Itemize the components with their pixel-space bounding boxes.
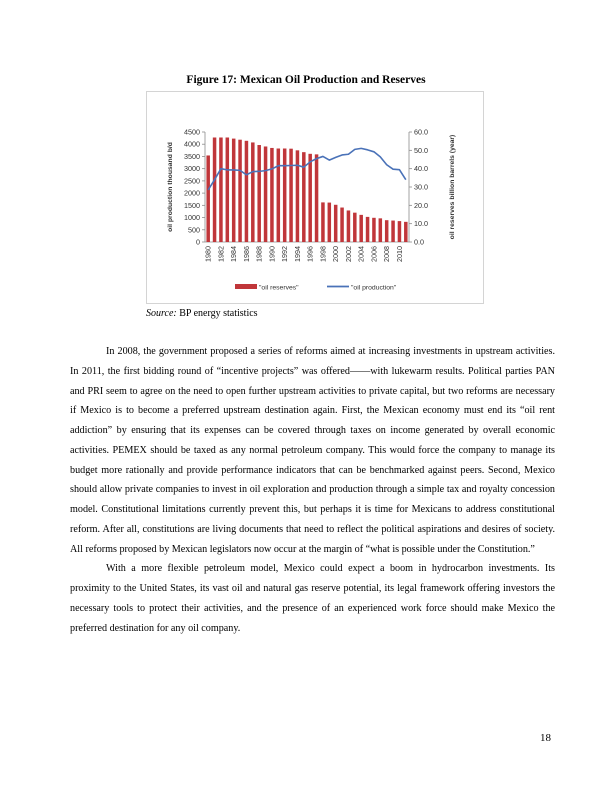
paragraph-2: With a more flexible petroleum model, Mexico could expect a boom in hydrocarbon investments. Its proximity to the United States, its vast oil and natural gas reserve potential, its legal framework offering investors the necessary tools to protect their activities, and the presence of an experienced work force should make Mexico the preferred destination for any oil company. (70, 563, 555, 634)
x-tick-label: 1986 (241, 246, 251, 262)
chart-container (146, 91, 484, 304)
x-tick-label: 1992 (280, 246, 290, 262)
reserves-bar (238, 140, 242, 242)
y-right-tick-label: 20.0 (414, 200, 428, 210)
y-right-tick-label: 10.0 (414, 219, 428, 229)
y-right-tick-label: 40.0 (414, 164, 428, 174)
y-left-tick-label: 500 (188, 225, 200, 235)
reserves-bar (359, 215, 363, 242)
y-left-tick-label: 3000 (184, 164, 200, 174)
reserves-bar (372, 218, 376, 242)
x-tick-label: 2004 (356, 246, 366, 262)
reserves-bar (398, 221, 402, 242)
y-right-tick-label: 60.0 (414, 127, 428, 137)
reserves-bar (315, 154, 319, 242)
y-right-tick-label: 0.0 (414, 237, 424, 247)
reserves-bar (353, 213, 357, 242)
x-tick-label: 1980 (203, 246, 213, 262)
reserves-bar (340, 208, 344, 242)
reserves-bar (270, 148, 274, 242)
figure-title: Figure 17: Mexican Oil Production and Reserves (186, 74, 426, 86)
reserves-bar (264, 146, 268, 242)
page-number: 18 (540, 732, 551, 744)
legend-label-reserves: "oil reserves" (259, 284, 299, 292)
legend-label-production: "oil production" (351, 284, 397, 292)
reserves-bar (257, 145, 261, 242)
reserves-bar (289, 149, 293, 242)
y-left-tick-label: 4000 (184, 139, 200, 149)
x-tick-label: 1982 (216, 246, 226, 262)
x-tick-label: 1994 (292, 246, 302, 262)
body-text (70, 342, 555, 638)
reserves-bar (366, 217, 370, 242)
x-tick-label: 2010 (394, 246, 404, 262)
x-tick-label: 2008 (382, 246, 392, 262)
y-left-tick-label: 1000 (184, 213, 200, 223)
y-left-tick-label: 4500 (184, 127, 200, 137)
reserves-bar (328, 203, 332, 242)
reserves-bar (277, 149, 281, 243)
reserves-bar (391, 221, 395, 242)
y-left-tick-label: 3500 (184, 151, 200, 161)
y-left-tick-label: 2500 (184, 176, 200, 186)
x-tick-label: 2006 (369, 246, 379, 262)
source-label: Source: (146, 308, 177, 319)
reserves-bar (219, 138, 223, 243)
production-line (208, 148, 406, 190)
x-tick-label: 2002 (343, 246, 353, 262)
reserves-bar (385, 220, 389, 242)
reserves-bar (226, 138, 230, 243)
y-right-tick-label: 30.0 (414, 182, 428, 192)
reserves-bar (379, 218, 383, 242)
oil-chart (147, 92, 483, 303)
reserves-bar (321, 202, 325, 242)
x-tick-label: 1998 (318, 246, 328, 262)
y-left-tick-label: 1500 (184, 200, 200, 210)
reserves-bar (213, 138, 217, 243)
reserves-bar (347, 210, 351, 242)
x-tick-label: 1996 (305, 246, 315, 262)
reserves-bar (232, 139, 236, 242)
y-right-title: oil reserves billion barrels (year) (449, 134, 456, 240)
reserves-bar (308, 154, 312, 242)
y-left-tick-label: 2000 (184, 188, 200, 198)
source-text: BP energy statistics (179, 308, 258, 319)
x-tick-label: 1988 (254, 246, 264, 262)
y-right-tick-label: 50.0 (414, 145, 428, 155)
reserves-bar (251, 142, 255, 242)
x-tick-label: 1990 (267, 246, 277, 262)
reserves-bar (283, 149, 287, 243)
legend-swatch-reserves (235, 284, 257, 289)
y-left-title: oil production thousand b/d (167, 142, 174, 232)
x-tick-label: 2000 (331, 246, 341, 262)
reserves-bar (206, 155, 210, 242)
reserves-bar (334, 205, 338, 242)
reserves-bar (296, 150, 300, 242)
reserves-bar (404, 222, 408, 242)
figure-source (146, 308, 258, 319)
x-tick-label: 1984 (229, 246, 239, 262)
y-left-tick-label: 0 (196, 237, 200, 247)
reserves-bar (245, 141, 249, 242)
paragraph-1: In 2008, the government proposed a series of reforms aimed at increasing investments in upstream activities. In 2011, the first bidding round of “incentive projects” was offered——with lukewarm results. Political parties PAN and PRI seem to agree on the need to open further upstream activities to private capital, but two reforms are necessary if Mexico is to become a preferred upstream destination again. First, the Mexican economy must end its “oil rent addiction” by ensuring that its expenses can be covered through taxes on income generated by overall economic activities. PEMEX should be taxed as any normal petroleum company. This would force the company to manage its budget more rationally and provide performance indicators that can be benchmarked against peers. Second, Mexico should allow private companies to invest in oil exploration and production through a simple tax and royalty concession model. Constitutional limitations currently prevent this, but perhaps it is time for Mexicans to address constitutional reform. After all, constitutions are living documents that need to reflect the political aspirations and desires of society. All reforms proposed by Mexican legislators now occur at the margin of “what is possible under the Constitution.” (70, 346, 555, 555)
